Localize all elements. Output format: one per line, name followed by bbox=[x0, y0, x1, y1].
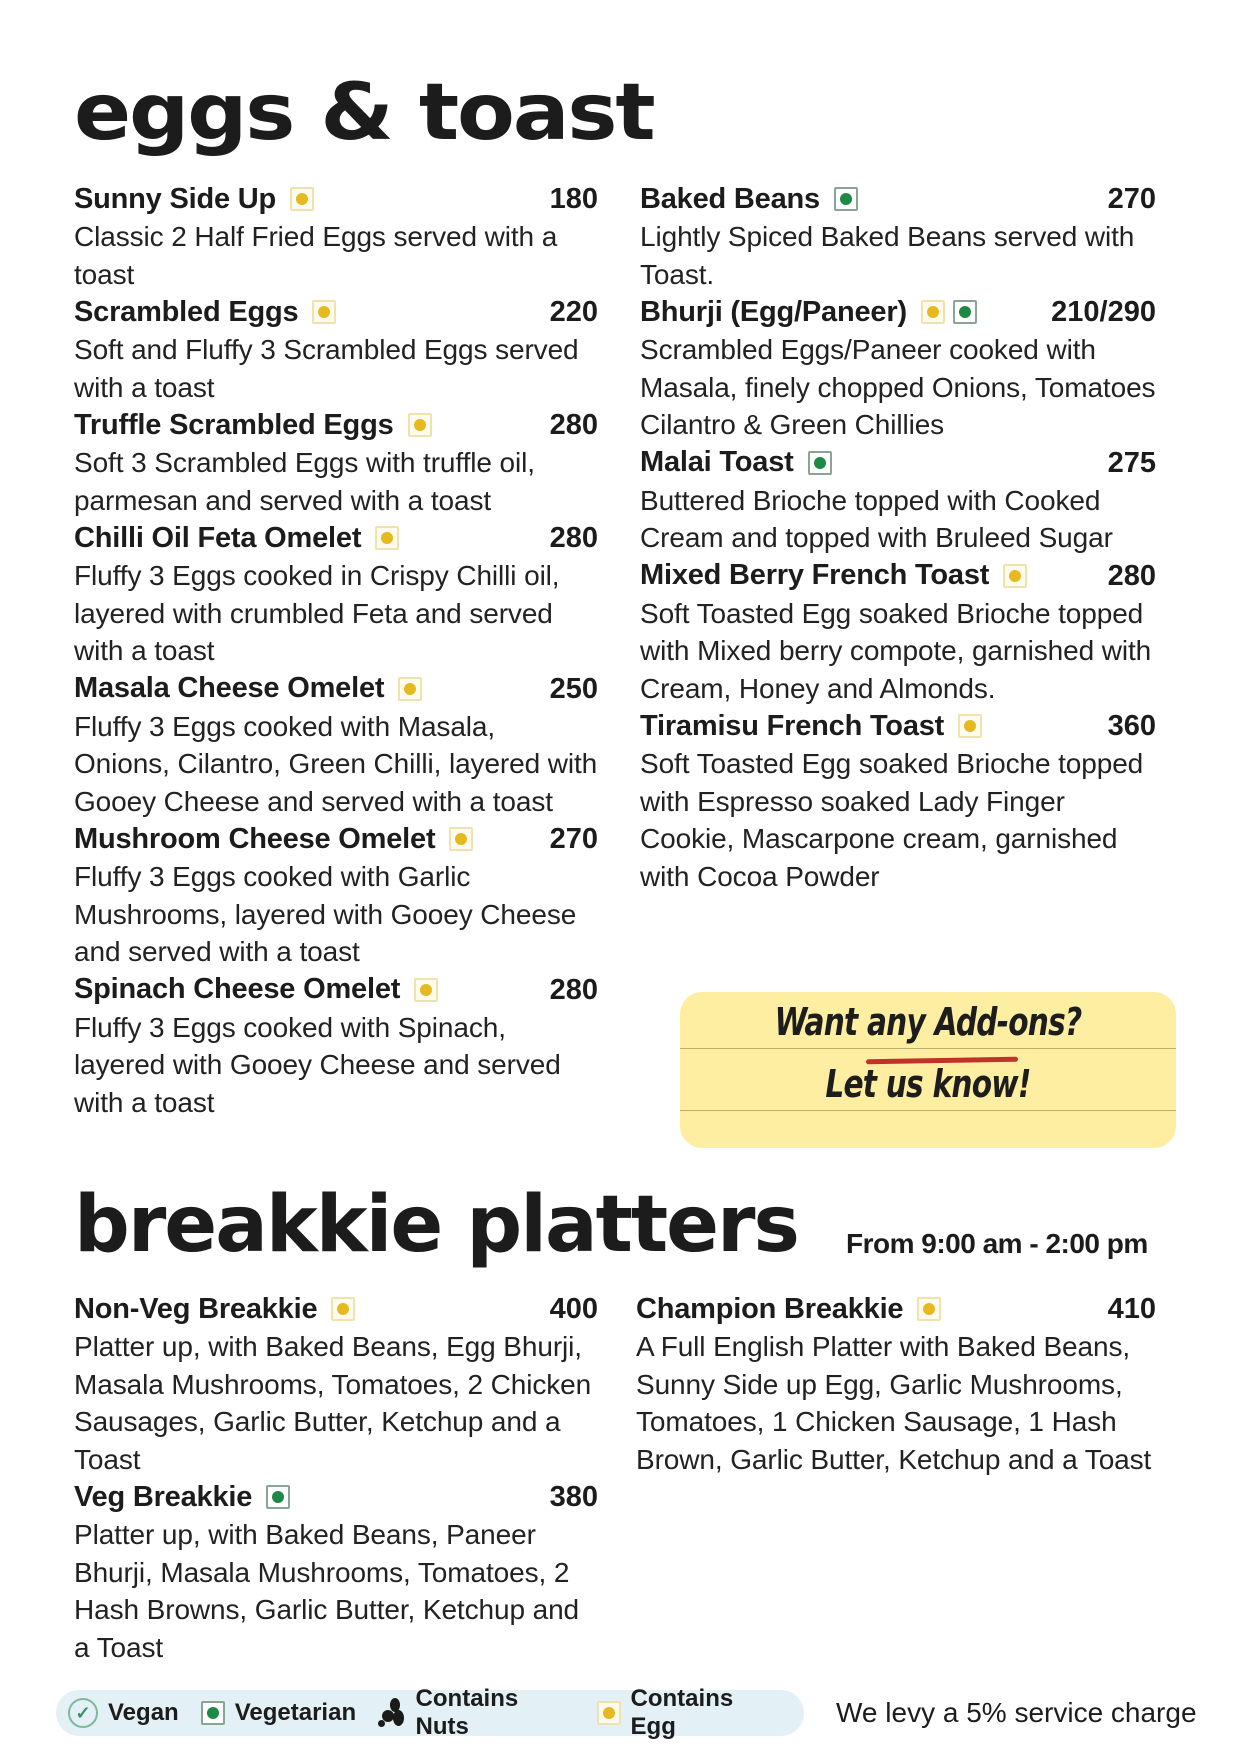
menu-item-header bbox=[74, 820, 598, 858]
menu-item bbox=[74, 1478, 598, 1666]
menu-item bbox=[640, 444, 1156, 557]
menu-item-description: Soft Toasted Egg soaked Brioche topped with Mixed berry compote, garnished with Cream, Honey and Almonds. bbox=[640, 597, 1152, 704]
dietary-legend bbox=[56, 1685, 804, 1740]
contains-egg-icon bbox=[414, 978, 438, 1002]
menu-item-price: 275 bbox=[1107, 446, 1156, 479]
menu-item-description: Classic 2 Half Fried Eggs served with a toast bbox=[74, 221, 558, 290]
contains-egg-icon bbox=[331, 1297, 355, 1321]
menu-item-price: 180 bbox=[549, 183, 598, 215]
dietary-badges bbox=[414, 978, 438, 1002]
breakkie-right-column bbox=[636, 1290, 1156, 1478]
legend-nuts bbox=[378, 1685, 575, 1741]
dietary-badges bbox=[408, 413, 432, 437]
legend-egg bbox=[597, 1685, 782, 1741]
menu-item-name: Sunny Side Up bbox=[74, 182, 277, 215]
vegetarian-icon bbox=[834, 187, 858, 211]
menu-item-description: Soft and Fluffy 3 Scrambled Eggs served with a toast bbox=[74, 334, 579, 403]
menu-item-name: Mixed Berry French Toast bbox=[640, 559, 990, 591]
menu-item-price: 280 bbox=[549, 973, 598, 1006]
menu-item-header bbox=[640, 444, 1156, 482]
menu-item-description: Fluffy 3 Eggs cooked with Masala, Onions, Cilantro, Green Chilli, layered with Gooey Cheese and served with a toast bbox=[74, 710, 598, 817]
menu-item-description: Fluffy 3 Eggs cooked with Spinach, layered with Gooey Cheese and served with a toast bbox=[74, 1011, 561, 1118]
menu-item-header bbox=[74, 519, 598, 557]
menu-item-name: Scrambled Eggs bbox=[74, 295, 299, 328]
contains-egg-icon bbox=[921, 300, 945, 324]
vegan-leaf-icon: ✓ bbox=[68, 1698, 98, 1728]
addons-note bbox=[680, 992, 1176, 1148]
menu-item bbox=[74, 971, 598, 1122]
menu-item bbox=[640, 707, 1156, 895]
menu-item-header bbox=[74, 670, 598, 708]
menu-item-name: Veg Breakkie bbox=[74, 1480, 253, 1513]
note-rule bbox=[680, 1110, 1176, 1111]
section-title-breakkie-platters: breakkie platters bbox=[74, 1180, 798, 1270]
breakkie-left-column bbox=[74, 1290, 598, 1666]
menu-item-header bbox=[74, 406, 598, 444]
menu-item-description: Platter up, with Baked Beans, Egg Bhurji, Masala Mushrooms, Tomatoes, 2 Chicken Sausages, Garlic Butter, Ketchup and a Toast bbox=[74, 1331, 592, 1475]
menu-item-description: Platter up, with Baked Beans, Paneer Bhurji, Masala Mushrooms, Tomatoes, 2 Hash Browns, Garlic Butter, Ketchup and a Toast bbox=[74, 1519, 580, 1663]
menu-item-name: Malai Toast bbox=[640, 446, 794, 478]
dietary-badges bbox=[266, 1485, 290, 1509]
addons-line-2: Let us know! bbox=[825, 1062, 1031, 1106]
menu-item bbox=[74, 293, 598, 406]
menu-item-name: Masala Cheese Omelet bbox=[74, 672, 385, 704]
menu-item-description: Fluffy 3 Eggs cooked in Crispy Chilli oil, layered with crumbled Feta and served with a toast bbox=[74, 560, 560, 666]
menu-item-price: 280 bbox=[549, 409, 598, 441]
contains-egg-icon bbox=[398, 677, 422, 701]
menu-item-price: 270 bbox=[549, 823, 598, 855]
nuts-icon bbox=[378, 1698, 405, 1728]
dietary-badges bbox=[921, 300, 977, 324]
contains-egg-icon bbox=[917, 1297, 941, 1321]
section-title-eggs-toast: eggs & toast bbox=[74, 68, 654, 158]
vegetarian-icon bbox=[953, 300, 977, 324]
vegetarian-icon bbox=[808, 451, 832, 475]
service-charge-note: We levy a 5% service charge bbox=[836, 1697, 1197, 1728]
legend-label: Contains Nuts bbox=[415, 1685, 519, 1740]
legend-vegan bbox=[68, 1698, 179, 1728]
menu-item-name: Spinach Cheese Omelet bbox=[74, 973, 401, 1005]
menu-item-price: 220 bbox=[549, 296, 598, 328]
menu-item-name: Chilli Oil Feta Omelet bbox=[74, 521, 362, 554]
menu-item-header bbox=[640, 707, 1156, 745]
contains-egg-icon bbox=[449, 827, 473, 851]
menu-item-header bbox=[636, 1290, 1156, 1328]
menu-item bbox=[640, 293, 1156, 444]
contains-egg-icon bbox=[290, 187, 314, 211]
menu-item-header bbox=[640, 557, 1156, 595]
dietary-badges bbox=[1003, 564, 1027, 588]
menu-item-price: 280 bbox=[1107, 559, 1156, 592]
egg-icon bbox=[597, 1701, 621, 1725]
menu-item-header bbox=[74, 1478, 598, 1516]
menu-item-name: Baked Beans bbox=[640, 182, 820, 215]
dietary-badges bbox=[449, 827, 473, 851]
menu-item bbox=[74, 406, 598, 519]
menu-item-description: Buttered Brioche topped with Cooked Cream and topped with Bruleed Sugar bbox=[640, 484, 1113, 553]
menu-item bbox=[74, 820, 598, 971]
vegetarian-icon bbox=[266, 1485, 290, 1509]
contains-egg-icon bbox=[408, 413, 432, 437]
menu-item bbox=[74, 180, 598, 293]
dietary-badges bbox=[958, 714, 982, 738]
menu-item-price: 250 bbox=[549, 672, 598, 705]
dietary-badges bbox=[808, 451, 832, 475]
dietary-badges bbox=[331, 1297, 355, 1321]
contains-egg-icon bbox=[958, 714, 982, 738]
menu-item-price: 280 bbox=[549, 522, 598, 554]
dietary-badges bbox=[834, 187, 858, 211]
menu-item bbox=[640, 557, 1156, 708]
menu-item-header bbox=[74, 1290, 598, 1328]
menu-item-price: 400 bbox=[549, 1293, 598, 1325]
dietary-badges bbox=[375, 526, 399, 550]
addons-line-1: Want any Add-ons? bbox=[774, 1000, 1082, 1044]
eggs-right-column bbox=[640, 180, 1156, 895]
contains-egg-icon bbox=[375, 526, 399, 550]
menu-item-name: Champion Breakkie bbox=[636, 1292, 904, 1325]
menu-item-header bbox=[74, 971, 598, 1009]
menu-item-name: Non-Veg Breakkie bbox=[74, 1292, 318, 1325]
menu-item-description: Soft 3 Scrambled Eggs with truffle oil, parmesan and served with a toast bbox=[74, 447, 535, 516]
legend-vegetarian bbox=[201, 1699, 356, 1727]
dietary-badges bbox=[290, 187, 314, 211]
note-rule bbox=[680, 1048, 1176, 1049]
menu-item-header bbox=[640, 180, 1156, 218]
dietary-badges bbox=[398, 677, 422, 701]
eggs-left-column bbox=[74, 180, 598, 1121]
menu-item-price: 380 bbox=[549, 1481, 598, 1513]
menu-item-price: 410 bbox=[1107, 1293, 1156, 1325]
menu-item bbox=[74, 1290, 598, 1478]
legend-label: Vegan bbox=[108, 1699, 179, 1726]
menu-item-price: 210/290 bbox=[1051, 296, 1156, 328]
legend-label: Contains Egg bbox=[630, 1685, 734, 1740]
menu-item-header bbox=[74, 180, 598, 218]
menu-item-name: Tiramisu French Toast bbox=[640, 709, 945, 742]
menu-item-description: Lightly Spiced Baked Beans served with Toast. bbox=[640, 221, 1135, 290]
menu-item bbox=[74, 519, 598, 670]
menu-item bbox=[640, 180, 1156, 293]
vegetarian-icon bbox=[201, 1701, 225, 1725]
contains-egg-icon bbox=[1003, 564, 1027, 588]
menu-item bbox=[636, 1290, 1156, 1478]
contains-egg-icon bbox=[312, 300, 336, 324]
menu-item-price: 270 bbox=[1107, 183, 1156, 215]
dietary-badges bbox=[312, 300, 336, 324]
menu-item-name: Bhurji (Egg/Paneer) bbox=[640, 295, 907, 328]
breakkie-hours: From 9:00 am - 2:00 pm bbox=[846, 1228, 1148, 1259]
dietary-badges bbox=[917, 1297, 941, 1321]
menu-item bbox=[74, 670, 598, 821]
menu-item-header bbox=[74, 293, 598, 331]
menu-item-description: Fluffy 3 Eggs cooked with Garlic Mushrooms, layered with Gooey Cheese and served with a toast bbox=[74, 861, 577, 967]
menu-item-description: Soft Toasted Egg soaked Brioche topped with Espresso soaked Lady Finger Cookie, Mascarpone cream, garnished with Cocoa Powder bbox=[640, 748, 1144, 892]
menu-item-name: Truffle Scrambled Eggs bbox=[74, 408, 394, 441]
legend-label: Vegetarian bbox=[234, 1699, 357, 1726]
menu-item-name: Mushroom Cheese Omelet bbox=[74, 822, 436, 855]
menu-item-description: Scrambled Eggs/Paneer cooked with Masala, finely chopped Onions, Tomatoes Cilantro & Green Chillies bbox=[640, 334, 1156, 440]
menu-item-description: A Full English Platter with Baked Beans, Sunny Side up Egg, Garlic Mushrooms, Tomatoes, 1 Chicken Sausage, 1 Hash Brown, Garlic Butter, Ketchup and a Toast bbox=[636, 1331, 1152, 1475]
menu-item-header bbox=[640, 293, 1156, 331]
menu-item-price: 360 bbox=[1107, 710, 1156, 742]
